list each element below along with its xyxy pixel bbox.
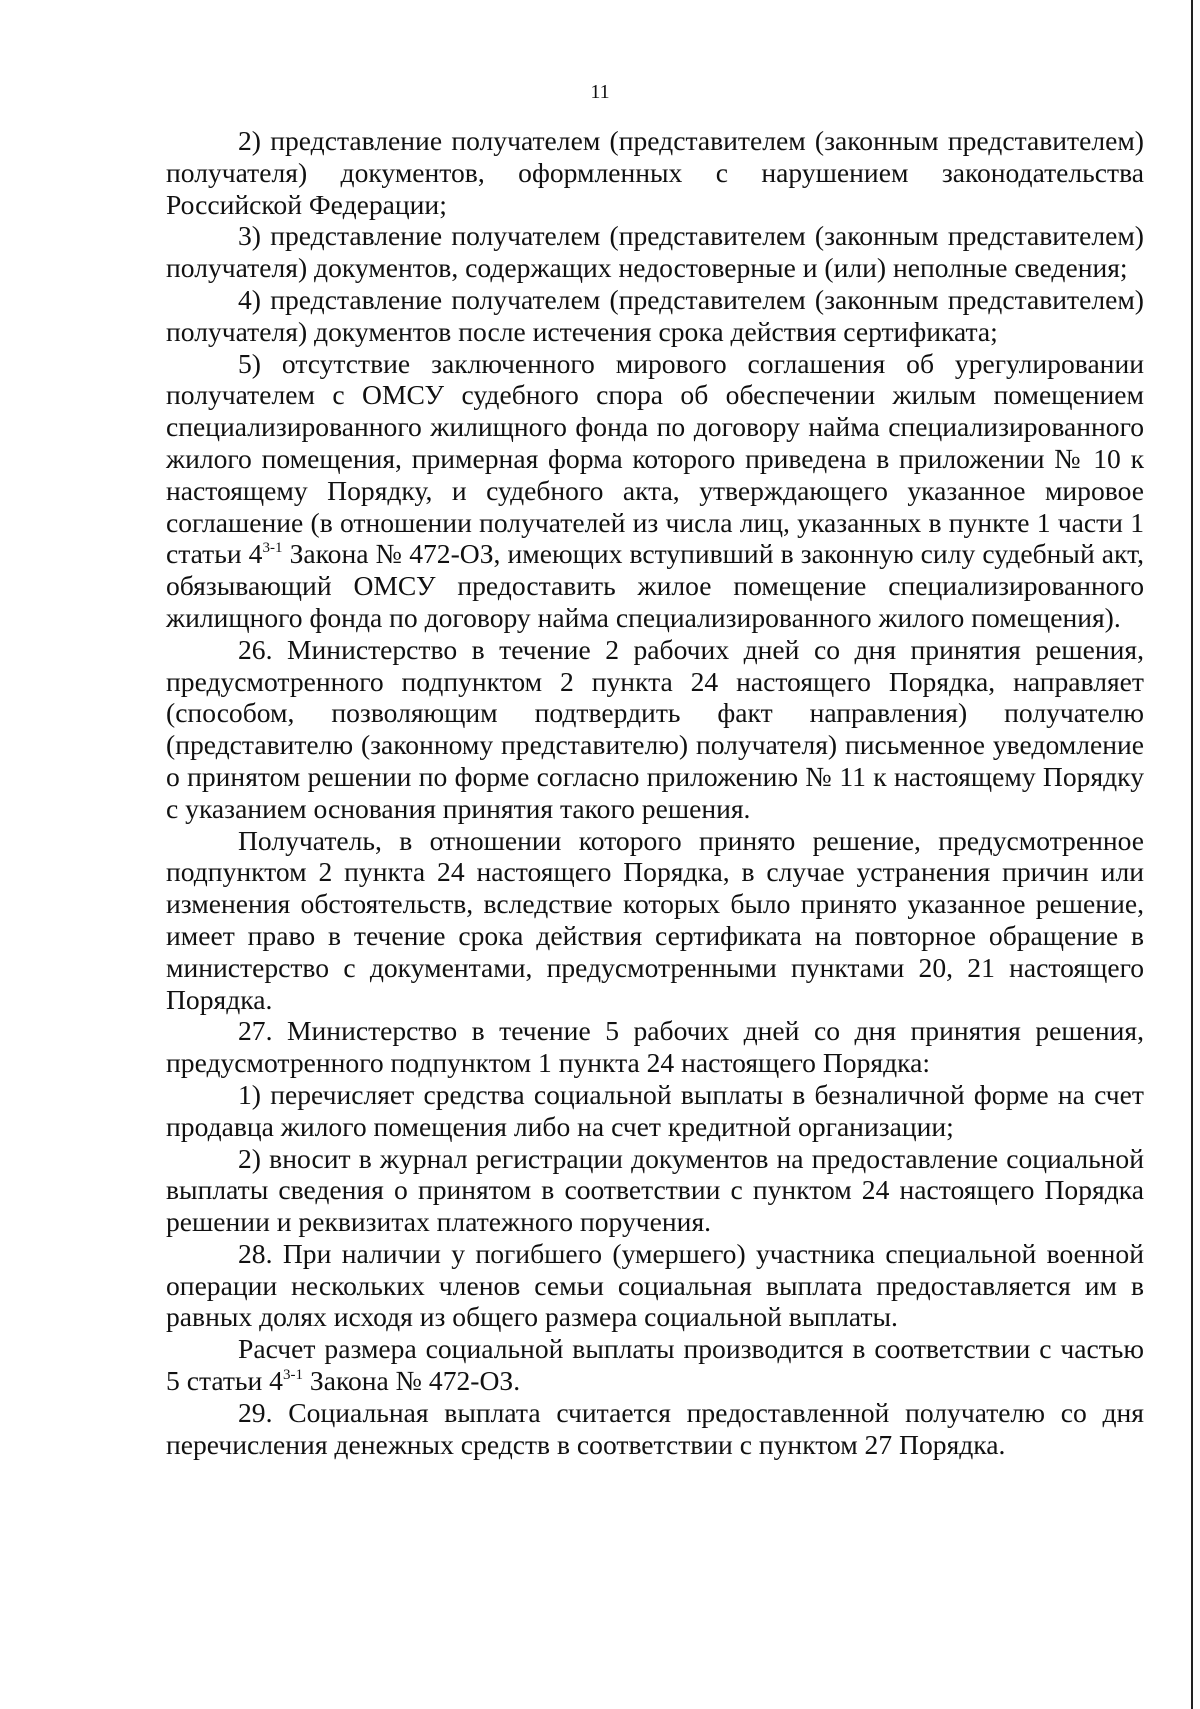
paragraph-item-4: 4) представление получателем (представителем (законным представителем) получателя) документов после истечения срока действия сертификата; [166,283,1144,347]
paragraph-recipient-rights: Получатель, в отношении которого принято решение, предусмотренное подпунктом 2 пункта 24 настоящего Порядка, в случае устранения причин или изменения обстоятельств, вследствие которых было принято указанное решение, имеет право в течение срока действия сертификата на повторное обращение в министерство с документами, предусмотренными пунктами 20, 21 настоящего Порядка. [166,824,1144,1015]
paragraph-item-5-text-before: 5) отсутствие заключенного мирового соглашения об урегулировании получателем с ОМСУ судебного спора об обеспечении жилым помещением специализированного жилищного фонда по договору найма специализированного жилого помещения, примерная форма которого приведена в приложении № 10 к настоящему Порядку, и судебного акта, утверждающего указанное мировое соглашение (в отношении получателей из числа лиц, указанных в пункте 1 части 1 статьи 4 [166,347,1144,570]
paragraph-item-5-text-after: Закона № 472-ОЗ, имеющих вступивший в законную силу судебный акт, обязывающий ОМСУ предоставить жилое помещение специализированного жилищного фонда по договору найма специализированного жилого помещения). [166,538,1144,633]
paragraph-26: 26. Министерство в течение 2 рабочих дней со дня принятия решения, предусмотренного подпунктом 2 пункта 24 настоящего Порядка, направляет (способом, позволяющим подтвердить факт направления) получателю (представителю (законному представителю) получателя) письменное уведомление о принятом решении по форме согласно приложению № 11 к настоящему Порядку с указанием основания принятия такого решения. [166,633,1144,824]
paragraph-28: 28. При наличии у погибшего (умершего) участника специальной военной операции нескольких членов семьи социальная выплата предоставляется им в равных долях исходя из общего размера социальной выплаты. [166,1237,1144,1333]
scan-edge-line [1191,0,1193,1709]
paragraph-calculation-text-after: Закона № 472-ОЗ. [302,1365,521,1397]
paragraph-27: 27. Министерство в течение 5 рабочих дней со дня принятия решения, предусмотренного подпунктом 1 пункта 24 настоящего Порядка: [166,1015,1144,1079]
paragraph-calculation-text-before: Расчет размера социальной выплаты производится в соответствии с частью 5 статьи 4 [166,1333,1144,1397]
article-superscript: 3-1 [282,1367,303,1384]
paragraph-item-2: 2) представление получателем (представителем (законным представителем) получателя) документов, оформленных с нарушением законодательства Российской Федерации; [166,125,1144,220]
page-number: 11 [590,81,610,103]
paragraph-27-item-1: 1) перечисляет средства социальной выплаты в безналичной форме на счет продавца жилого помещения либо на счет кредитной организации; [166,1078,1144,1142]
document-body [166,125,1144,1460]
paragraph-calculation [166,1333,1144,1397]
paragraph-27-item-2: 2) вносит в журнал регистрации документов на предоставление социальной выплаты сведения о принятом в соответствии с пунктом 24 настоящего Порядка решении и реквизитах платежного поручения. [166,1142,1144,1238]
paragraph-item-3: 3) представление получателем (представителем (законным представителем) получателя) документов, содержащих недостоверные и (или) неполные сведения; [166,220,1144,284]
paragraph-item-5 [166,348,1144,634]
article-superscript: 3-1 [262,540,283,557]
paragraph-29: 29. Социальная выплата считается предоставленной получателю со дня перечисления денежных средств в соответствии с пунктом 27 Порядка. [166,1396,1144,1460]
